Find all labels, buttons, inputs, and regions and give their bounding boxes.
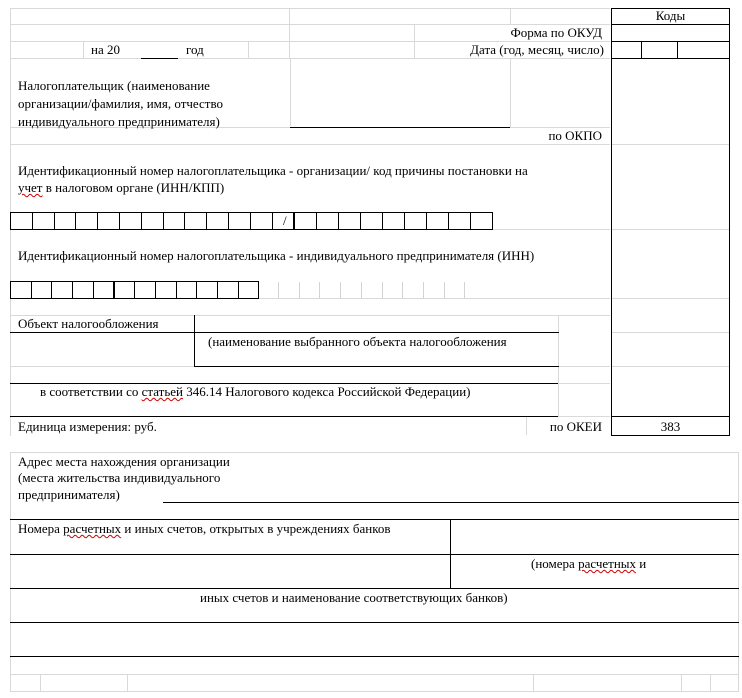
inn-ip-digit-cell[interactable] bbox=[134, 281, 156, 299]
tax-object-hint: (наименование выбранного объекта налогообложения bbox=[208, 334, 507, 349]
inn-ip-extra-cell bbox=[278, 282, 300, 298]
inn-ip-digit-cell[interactable] bbox=[72, 281, 94, 299]
kpp-digit-cell[interactable] bbox=[382, 212, 405, 230]
okud-label: Форма по ОКУД bbox=[510, 25, 602, 40]
unit-label: Единица измерения: руб. bbox=[18, 419, 157, 434]
kpp-digit-cell[interactable] bbox=[360, 212, 383, 230]
period-year-suffix: год bbox=[186, 42, 204, 57]
date-label: Дата (год, месяц, число) bbox=[470, 42, 604, 57]
inn-ip-digit-cell[interactable] bbox=[10, 281, 32, 299]
inn-ip-extra-cell bbox=[402, 282, 424, 298]
accounts-field[interactable] bbox=[451, 520, 738, 554]
kpp-digit-cell[interactable] bbox=[426, 212, 449, 230]
accounts-hint-line1: (номера расчетных и bbox=[531, 556, 647, 571]
taxpayer-name-field[interactable] bbox=[290, 59, 510, 126]
inn-ip-extra-cell bbox=[444, 282, 466, 298]
inn-digit-cell[interactable] bbox=[97, 212, 120, 230]
tax-object-label: Объект налогообложения bbox=[18, 316, 159, 331]
inn-ip-digit-cell[interactable] bbox=[217, 281, 239, 299]
inn-ip-extra-cell bbox=[464, 282, 486, 298]
inn-kpp-label-line1: Идентификационный номер налогоплательщика - организации/ код причины постановки на bbox=[18, 163, 528, 178]
address-label-line1: Адрес места нахождения организации bbox=[18, 454, 230, 469]
kpp-digit-cell[interactable] bbox=[404, 212, 427, 230]
tax-object-field[interactable] bbox=[195, 316, 558, 332]
inn-digit-cell[interactable] bbox=[10, 212, 33, 230]
inn-ip-digit-cell[interactable] bbox=[176, 281, 198, 299]
inn-ip-digit-cell[interactable] bbox=[238, 281, 260, 299]
inn-digit-cell[interactable] bbox=[75, 212, 98, 230]
inn-digit-cell[interactable] bbox=[163, 212, 186, 230]
inn-kpp-separator: / bbox=[283, 213, 287, 228]
inn-digit-cell[interactable] bbox=[184, 212, 207, 230]
kpp-digit-cell[interactable] bbox=[294, 212, 317, 230]
inn-ip-digit-cell[interactable] bbox=[51, 281, 73, 299]
inn-ip-extra-cell bbox=[423, 282, 445, 298]
kpp-digit-cell[interactable] bbox=[448, 212, 471, 230]
inn-digit-cell[interactable] bbox=[250, 212, 273, 230]
okei-label: по ОКЕИ bbox=[549, 419, 602, 434]
inn-digit-cell[interactable] bbox=[141, 212, 164, 230]
inn-digit-cell[interactable] bbox=[119, 212, 142, 230]
inn-ip-digit-cell[interactable] bbox=[196, 281, 218, 299]
accounts-hint-line2: иных счетов и наименование соответствующих банков) bbox=[200, 590, 508, 605]
inn-digit-cell[interactable] bbox=[206, 212, 229, 230]
accounts-label: Номера расчетных и иных счетов, открытых в учреждениях банков bbox=[18, 521, 391, 536]
inn-ip-extra-cell bbox=[361, 282, 383, 298]
period-prefix: на 20 bbox=[91, 42, 120, 57]
inn-ip-extra-cell bbox=[382, 282, 404, 298]
inn-digit-cell[interactable] bbox=[54, 212, 77, 230]
tax-code-reference: в соответствии со статьей 346.14 Налогового кодекса Российской Федерации) bbox=[40, 384, 471, 399]
inn-digit-cell[interactable] bbox=[32, 212, 55, 230]
inn-ip-extra-cell bbox=[299, 282, 321, 298]
kpp-digit-cell[interactable] bbox=[470, 212, 493, 230]
codes-header: Коды bbox=[655, 8, 686, 23]
kpp-digit-cell[interactable] bbox=[316, 212, 339, 230]
inn-ip-extra-cell bbox=[319, 282, 341, 298]
inn-ip-digit-cell[interactable] bbox=[114, 281, 136, 299]
inn-ip-label: Идентификационный номер налогоплательщика - индивидуального предпринимателя (ИНН) bbox=[18, 248, 535, 263]
inn-ip-digit-cell[interactable] bbox=[93, 281, 115, 299]
address-label-line2: (места жительства индивидуального bbox=[18, 470, 221, 485]
inn-ip-digit-cell[interactable] bbox=[155, 281, 177, 299]
address-label-line3: предпринимателя) bbox=[18, 487, 120, 502]
taxpayer-label: Налогоплательщик (наименование организации/фамилия, имя, отчество индивидуального предпринимателя) bbox=[18, 78, 224, 129]
kpp-digit-cell[interactable] bbox=[338, 212, 361, 230]
okpo-label: по ОКПО bbox=[548, 128, 602, 143]
address-field[interactable] bbox=[164, 486, 738, 502]
inn-digit-cell[interactable] bbox=[228, 212, 251, 230]
inn-ip-extra-cell bbox=[340, 282, 362, 298]
inn-ip-digit-cell[interactable] bbox=[31, 281, 53, 299]
okei-value: 383 bbox=[660, 419, 681, 434]
inn-kpp-label-line2: учет в налоговом органе (ИНН/КПП) bbox=[18, 180, 225, 195]
